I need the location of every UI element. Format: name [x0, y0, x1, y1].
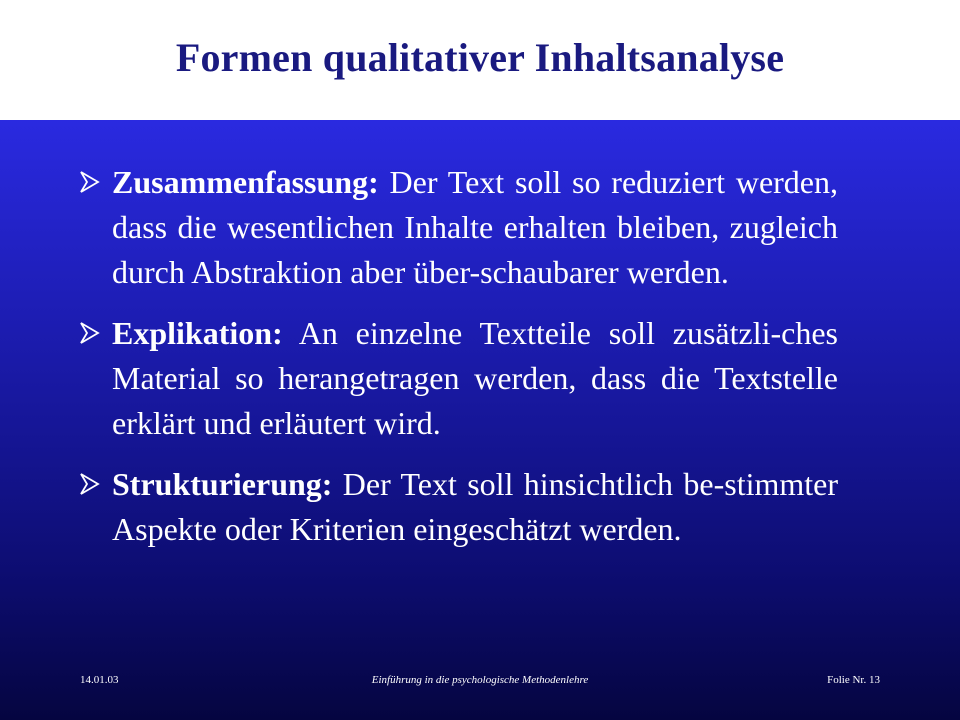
bullet-term: Explikation: [112, 315, 283, 351]
slide-footer [0, 674, 960, 694]
bullet-term: Strukturierung: [112, 466, 333, 502]
bullet-item-zusammenfassung [78, 160, 838, 295]
slide-title: Formen qualitativer Inhaltsanalyse [175, 34, 785, 80]
bullet-item-explikation [78, 311, 838, 446]
right-arrow-bullet-icon [78, 170, 100, 194]
footer-date: 14.01.03 [80, 674, 119, 686]
title-area [0, 0, 960, 120]
right-arrow-bullet-icon [78, 321, 100, 345]
right-arrow-bullet-icon [78, 472, 100, 496]
bullet-term: Zusammenfassung: [112, 164, 379, 200]
bullet-text: An einzelne Textteile soll zusätzli-ches Material so herangetragen werden, dass die Textstelle erklärt und erläutert wird. [112, 315, 838, 441]
bullet-text: Der Text soll so reduziert werden, dass die wesentlichen Inhalte erhalten bleiben, zugleich durch Abstraktion aber über-schaubarer werden. [112, 164, 838, 290]
footer-course-title: Einführung in die psychologische Methodenlehre [371, 674, 589, 686]
slide-body [0, 120, 960, 720]
bullet-text: Der Text soll hinsichtlich be-stimmter Aspekte oder Kriterien eingeschätzt werden. [112, 466, 838, 547]
bullet-list [78, 160, 838, 568]
bullet-item-strukturierung [78, 462, 838, 552]
footer-page-number: Folie Nr. 13 [827, 674, 880, 686]
